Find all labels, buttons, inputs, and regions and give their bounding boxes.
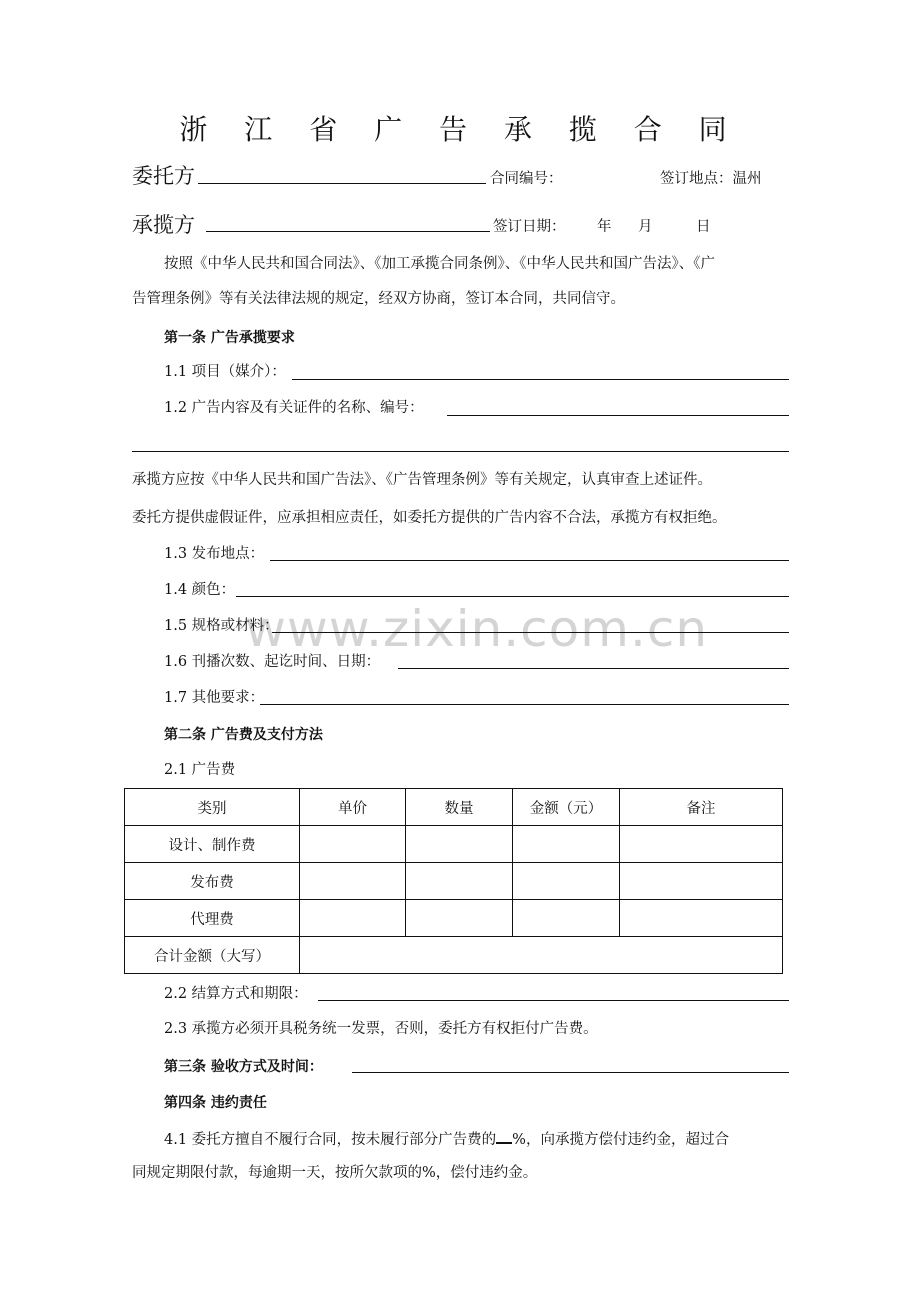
total-amount-cell[interactable] [300, 937, 783, 974]
table-cell[interactable] [406, 826, 513, 863]
item-1-3-label: 1.3 发布地点： [164, 546, 265, 562]
table-row [125, 863, 783, 900]
table-row [125, 900, 783, 937]
sign-place-label: 签订地点：温州 [660, 171, 762, 187]
month-label: 月 [638, 219, 653, 235]
item-1-7-field[interactable] [260, 704, 789, 705]
table-cell[interactable] [300, 863, 406, 900]
document-title: 浙 江 省 广 告 承 揽 合 同 [179, 113, 741, 146]
intro-line-1: 按照《中华人民共和国合同法》、《加工承揽合同条例》、《中华人民共和国广告法》、《广 [164, 256, 715, 272]
sign-date-label: 签订日期： [493, 219, 566, 235]
table-cell[interactable] [513, 863, 620, 900]
item-2-2-field[interactable] [318, 1000, 789, 1001]
article-2-heading: 第二条 广告费及支付方法 [164, 727, 323, 743]
table-cell[interactable] [620, 900, 783, 937]
article-4-line-1 [164, 1128, 729, 1150]
article-3-field[interactable] [352, 1072, 789, 1073]
header-category: 类别 [125, 789, 300, 826]
item-1-1-field[interactable] [292, 379, 789, 380]
item-1-2-field[interactable] [447, 415, 789, 416]
intro-line-2: 告管理条例》等有关法律法规的规定，经双方协商，签订本合同，共同信守。 [132, 291, 625, 307]
article-4-line-1-a: 4.1 委托方擅自不履行合同，按未履行部分广告费的 [164, 1132, 497, 1148]
table-cell[interactable] [406, 900, 513, 937]
header-quantity: 数量 [406, 789, 513, 826]
table-cell[interactable] [620, 826, 783, 863]
client-label: 委托方 [132, 164, 195, 188]
contractor-name-field[interactable] [206, 231, 490, 232]
item-1-6-label: 1.6 刊播次数、起讫时间、日期： [164, 654, 381, 670]
client-name-field[interactable] [198, 183, 486, 184]
item-1-5-label: 1.5 规格或材料： [164, 618, 279, 634]
item-1-5-field[interactable] [272, 632, 789, 633]
row-label-agency: 代理费 [125, 900, 300, 937]
item-1-4-label: 1.4 颜色： [164, 582, 236, 598]
table-total-row [125, 937, 783, 974]
table-cell[interactable] [406, 863, 513, 900]
header-remarks: 备注 [620, 789, 783, 826]
table-cell[interactable] [513, 826, 620, 863]
watermark: www.zixin.com.cn [245, 600, 709, 658]
article-4-heading: 第四条 违约责任 [164, 1095, 267, 1111]
item-1-4-field[interactable] [236, 596, 789, 597]
header-unit-price: 单价 [300, 789, 406, 826]
item-1-2-field-continued[interactable] [132, 451, 789, 452]
contract-no-label: 合同编号： [490, 171, 563, 187]
row-label-design: 设计、制作费 [125, 826, 300, 863]
table-cell[interactable] [620, 863, 783, 900]
table-row [125, 826, 783, 863]
contractor-label: 承揽方 [132, 213, 195, 237]
item-1-3-field[interactable] [270, 560, 789, 561]
article-3-heading: 第三条 验收方式及时间： [164, 1059, 323, 1075]
year-label: 年 [597, 219, 612, 235]
header-amount: 金额（元） [513, 789, 620, 826]
item-2-2-label: 2.2 结算方式和期限： [164, 986, 308, 1002]
item-1-6-field[interactable] [398, 668, 789, 669]
item-2-1-label: 2.1 广告费 [164, 762, 236, 778]
day-label: 日 [696, 219, 711, 235]
table-cell[interactable] [300, 826, 406, 863]
item-2-3-text: 2.3 承揽方必须开具税务统一发票，否则，委托方有权拒付广告费。 [164, 1021, 598, 1037]
item-1-1-label: 1.1 项目（媒介）： [164, 364, 286, 380]
table-cell[interactable] [513, 900, 620, 937]
article-1-heading: 第一条 广告承揽要求 [164, 330, 295, 346]
fee-table [124, 788, 783, 974]
article-4-line-2: 同规定期限付款，每逾期一天，按所欠款项的%，偿付违约金。 [132, 1165, 538, 1181]
article-4-line-1-b: %，向承揽方偿付违约金，超过合 [512, 1132, 729, 1148]
total-label: 合计金额（大写） [125, 937, 300, 974]
article-1-para-line-2: 委托方提供虚假证件，应承担相应责任，如委托方提供的广告内容不合法，承揽方有权拒绝。 [132, 510, 727, 526]
table-cell[interactable] [300, 900, 406, 937]
item-1-7-label: 1.7 其他要求： [164, 690, 265, 706]
penalty-percent-blank[interactable] [496, 1128, 512, 1144]
row-label-publishing: 发布费 [125, 863, 300, 900]
fee-table-header-row [125, 789, 783, 826]
article-1-para-line-1: 承揽方应按《中华人民共和国广告法》、《广告管理条例》等有关规定，认真审查上述证件。 [132, 472, 712, 488]
item-1-2-label: 1.2 广告内容及有关证件的名称、编号： [164, 400, 424, 416]
